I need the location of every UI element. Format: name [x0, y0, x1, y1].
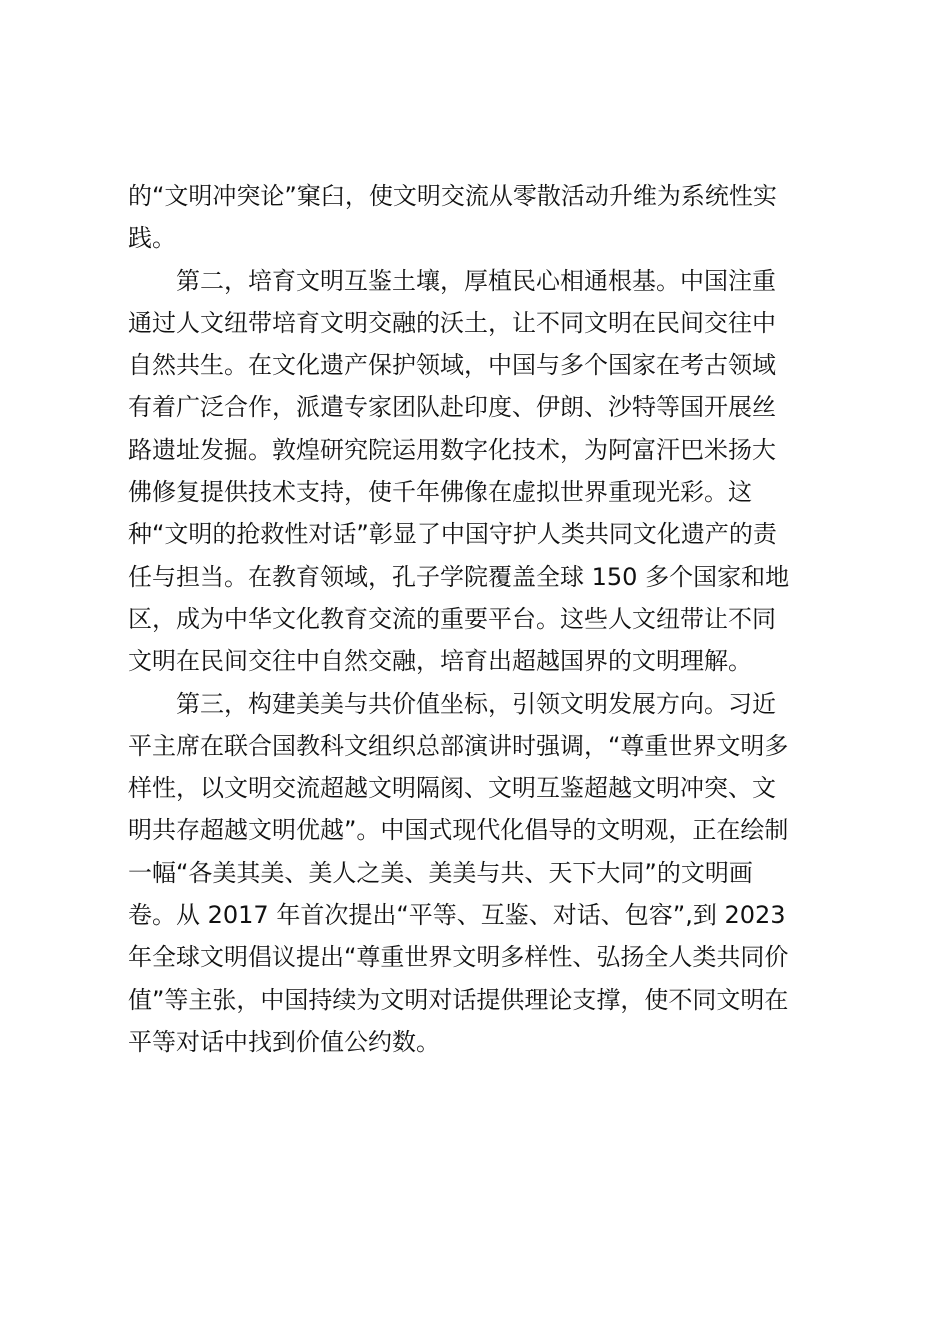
- text-line: 值”等主张，中国持续为文明对话提供理论支撑，使不同文明在: [128, 985, 789, 1014]
- text-line: 区，成为中华文化教育交流的重要平台。这些人文纽带让不同: [128, 604, 776, 633]
- text-line: 路遗址发掘。敦煌研究院运用数字化技术，为阿富汗巴米扬大: [128, 435, 776, 464]
- body-text: [128, 175, 833, 1063]
- text-line: 年全球文明倡议提出“尊重世界文明多样性、弘扬全人类共同价: [128, 943, 789, 972]
- text-line: 佛修复提供技术支持，使千年佛像在虚拟世界重现光彩。这: [128, 478, 752, 507]
- paragraph-first-line: 第二，培育文明互鉴土壤，厚植民心相通根基。中国注重: [176, 266, 776, 295]
- text-line: 平主席在联合国教科文组织总部演讲时强调，“尊重世界文明多: [128, 731, 789, 760]
- text-line: 通过人文纽带培育文明交融的沃土，让不同文明在民间交往中: [128, 308, 776, 337]
- text-line: 有着广泛合作，派遣专家团队赴印度、伊朗、沙特等国开展丝: [128, 393, 776, 422]
- text-line: 自然共生。在文化遗产保护领域，中国与多个国家在考古领域: [128, 351, 776, 380]
- text-line: 明共存超越文明优越”。中国式现代化倡导的文明观，正在绘制: [128, 816, 789, 845]
- paragraph-first-line: 第三，构建美美与共价值坐标，引领文明发展方向。习近: [176, 689, 776, 718]
- text-line: 的“文明冲突论”窠臼，使文明交流从零散活动升维为系统性实: [128, 182, 777, 210]
- text-line: 任与担当。在教育领域，孔子学院覆盖全球 150 多个国家和地: [128, 562, 790, 591]
- text-line: 样性，以文明交流超越文明隔阂、文明互鉴超越文明冲突、文: [128, 774, 776, 803]
- text-line: 一幅“各美其美、美人之美、美美与共、天下大同”的文明画: [128, 858, 753, 887]
- text-line: 卷。从 2017 年首次提出“平等、互鉴、对话、包容”,到 2023: [128, 901, 786, 930]
- text-line: 践。: [128, 224, 176, 253]
- text-line: 平等对话中找到价值公约数。: [128, 1027, 440, 1056]
- text-line: 文明在民间交往中自然交融，培育出超越国界的文明理解。: [128, 647, 752, 676]
- text-line: 种“文明的抢救性对话”彰显了中国守护人类共同文化遗产的责: [128, 520, 777, 549]
